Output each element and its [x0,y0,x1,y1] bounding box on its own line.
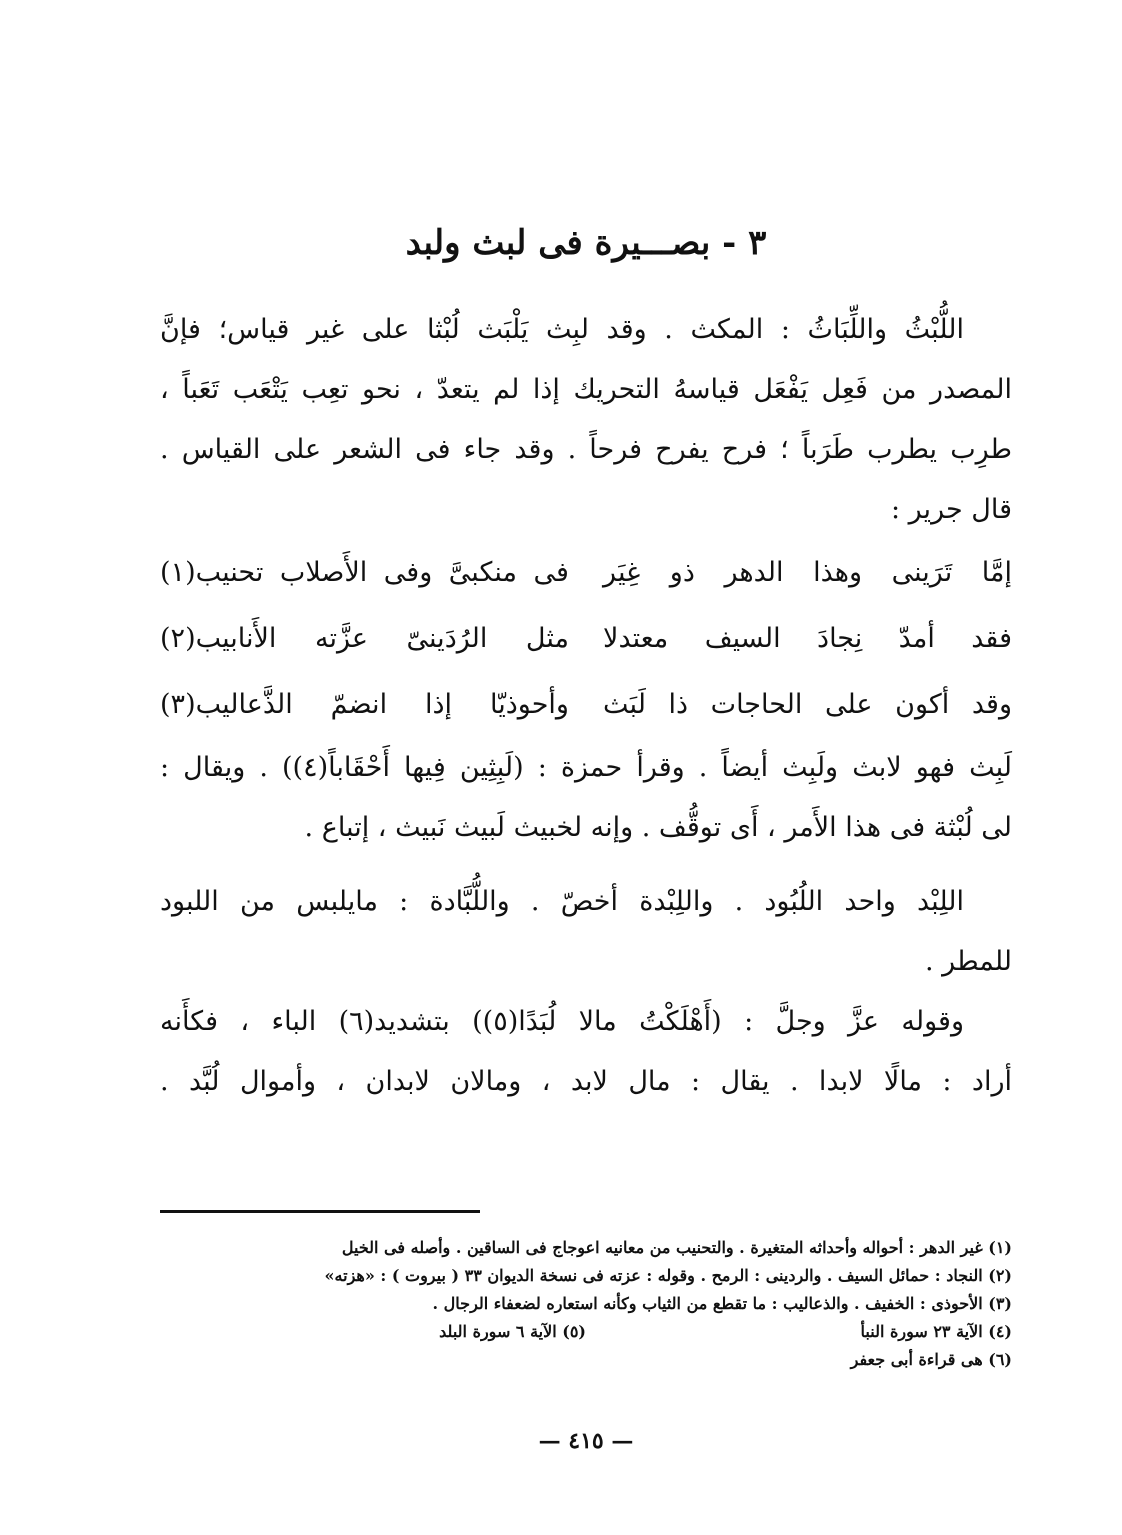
poem-verse [160,606,1012,672]
paragraph-line: أراد : مالًا لابدا . يقال : مال لابد ، ومالان لابدان ، وأموال لُبَّد . [160,1066,1012,1097]
verse-second-hemistich: وأحوذيّا إذا انضمّ الذَّعاليب(٣) [160,689,569,720]
paragraph-line: طرِب يطرب طَرَباً ؛ فرح يفرح فرحاً . وقد جاء فى الشعر على القياس . [160,434,1012,465]
footnote: (٤) الآية ٢٣ سورة النبأ [860,1322,1012,1341]
verse-first-hemistich: إمَّا تَرَينى وهذا الدهر ذو غِيَر [603,557,1012,588]
verse-second-hemistich: مثل الرُدَينىّ عزَّته الأَنابيب(٢) [160,623,569,654]
footnotes [160,1234,1012,1374]
main-text [160,300,1012,1112]
paragraph-line: لى لُبْثة فى هذا الأَمر ، أَى توقُّف . وإنه لخبيث لَبيث نَبيث ، إتباع . [304,812,1012,843]
footnote: (١) غير الدهر : أحواله وأحداثه المتغيرة . والتحنيب من معانيه اعوجاج فى الساقين . وأصله فى الخيل [341,1238,1012,1257]
paragraph-line: للمطر . [925,946,1012,977]
paragraph-line: وقوله عزَّ وجلَّ : (أَهْلَكْتُ مالا لُبَدًا(٥)) بتشديد(٦) الباء ، فكأَنه [160,1006,964,1037]
book-page [160,0,1012,1535]
paragraph-line: اللُّبْثُ واللِّبَاثُ : المكث . وقد لبِث يَلْبَث لُبْثا على غير قياس؛ فإنَّ [160,314,964,345]
paragraph-gap [160,858,1012,872]
footnote-pair [160,1318,1012,1346]
poem-verse [160,540,1012,606]
verse-second-hemistich: فى منكبىَّ وفى الأَصلاب تحنيب(١) [160,557,569,588]
paragraph-line: لَبِث فهو لابث ولَبِث أيضاً . وقرأ حمزة : (لَبِثِين فِيها أَحْقَاباً(٤)) . ويقال : [160,752,1012,783]
page-number: — ٤١٥ — [538,1428,634,1454]
verse-first-hemistich: فقد أمدّ نِجادَ السيف معتدلا [603,623,1012,654]
footnote-divider [160,1210,480,1213]
footnote: (٣) الأحوذى : الخفيف . والذعاليب : ما تقطع من الثياب وكأنه استعاره لضعفاء الرجال . [432,1294,1012,1313]
verse-first-hemistich: وقد أكون على الحاجات ذا لَبَث [603,689,1012,720]
footnote: (٥) الآية ٦ سورة البلد [439,1322,586,1341]
poem-verse [160,672,1012,738]
paragraph-line: قال جرير : [890,494,1012,525]
paragraph-line: اللِبْد واحد اللُبُود . واللِبْدة أخصّ . واللُّبَّادة : مايلبس من اللبود [160,886,964,917]
section-heading: ٣ - بصـــيرة فى لبث ولبد [405,223,767,263]
footnote: (٢) النجاد : حمائل السيف . والردينى : الرمح . وقوله : عزته فى نسخة الديوان ٣٣ ( بيروت ) : «هزته» [324,1266,1012,1285]
paragraph-line: المصدر من فَعِل يَفْعَل قياسهُ التحريك إذا لم يتعدّ ، نحو تعِب يَتْعَب تَعَباً ، [160,374,1012,405]
footnote: (٦) هى قراءة أبى جعفر [850,1350,1012,1369]
